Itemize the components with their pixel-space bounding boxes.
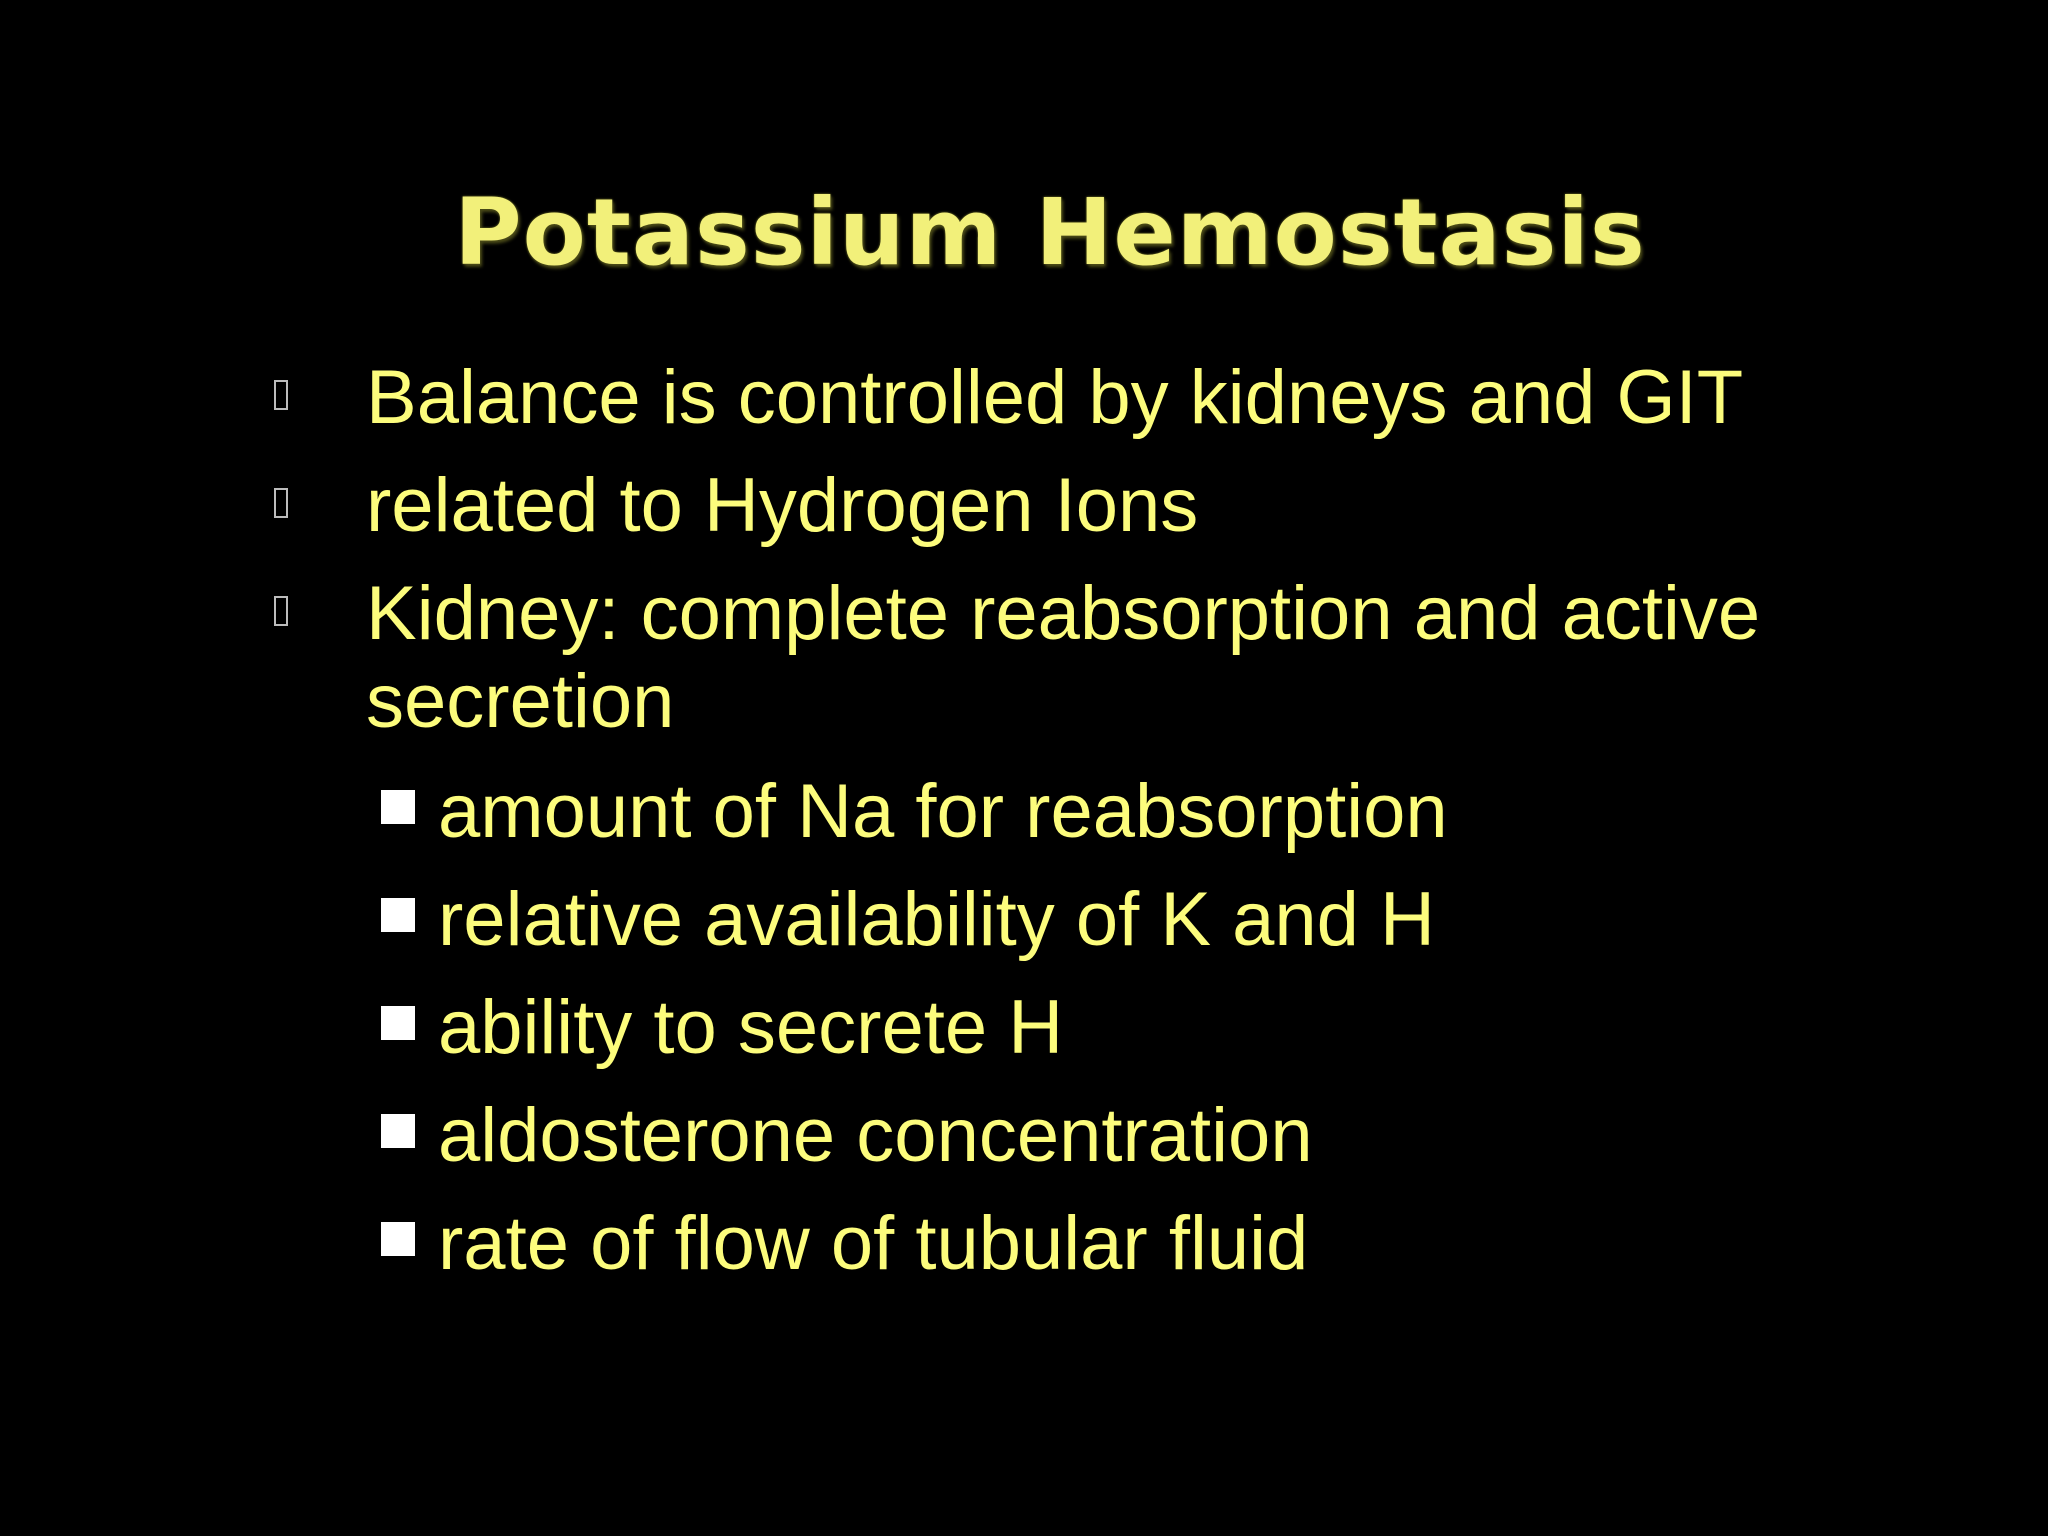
bullet-marker-icon: [274, 488, 288, 518]
sub-bullet-item: ability to secrete H: [438, 985, 1064, 1070]
bullet-item: related to Hydrogen Ions: [366, 463, 1199, 548]
bullet-marker-icon: [274, 596, 288, 626]
bullet-marker-icon: [274, 380, 288, 410]
sub-bullet-square-icon: [381, 1222, 415, 1256]
sub-bullet-item: relative availability of K and H: [438, 877, 1435, 962]
sub-bullet-square-icon: [381, 898, 415, 932]
sub-bullet-item: aldosterone concentration: [438, 1093, 1313, 1178]
sub-bullet-square-icon: [381, 1114, 415, 1148]
bullet-item: Kidney: complete reabsorption and active secretion: [366, 571, 1761, 744]
sub-bullet-item: amount of Na for reabsorption: [438, 769, 1448, 854]
slide-title: Potassium Hemostasis: [454, 179, 1646, 286]
sub-bullet-item: rate of flow of tubular fluid: [438, 1201, 1309, 1286]
bullet-item: Balance is controlled by kidneys and GIT: [366, 355, 1744, 440]
sub-bullet-square-icon: [381, 790, 415, 824]
sub-bullet-square-icon: [381, 1006, 415, 1040]
